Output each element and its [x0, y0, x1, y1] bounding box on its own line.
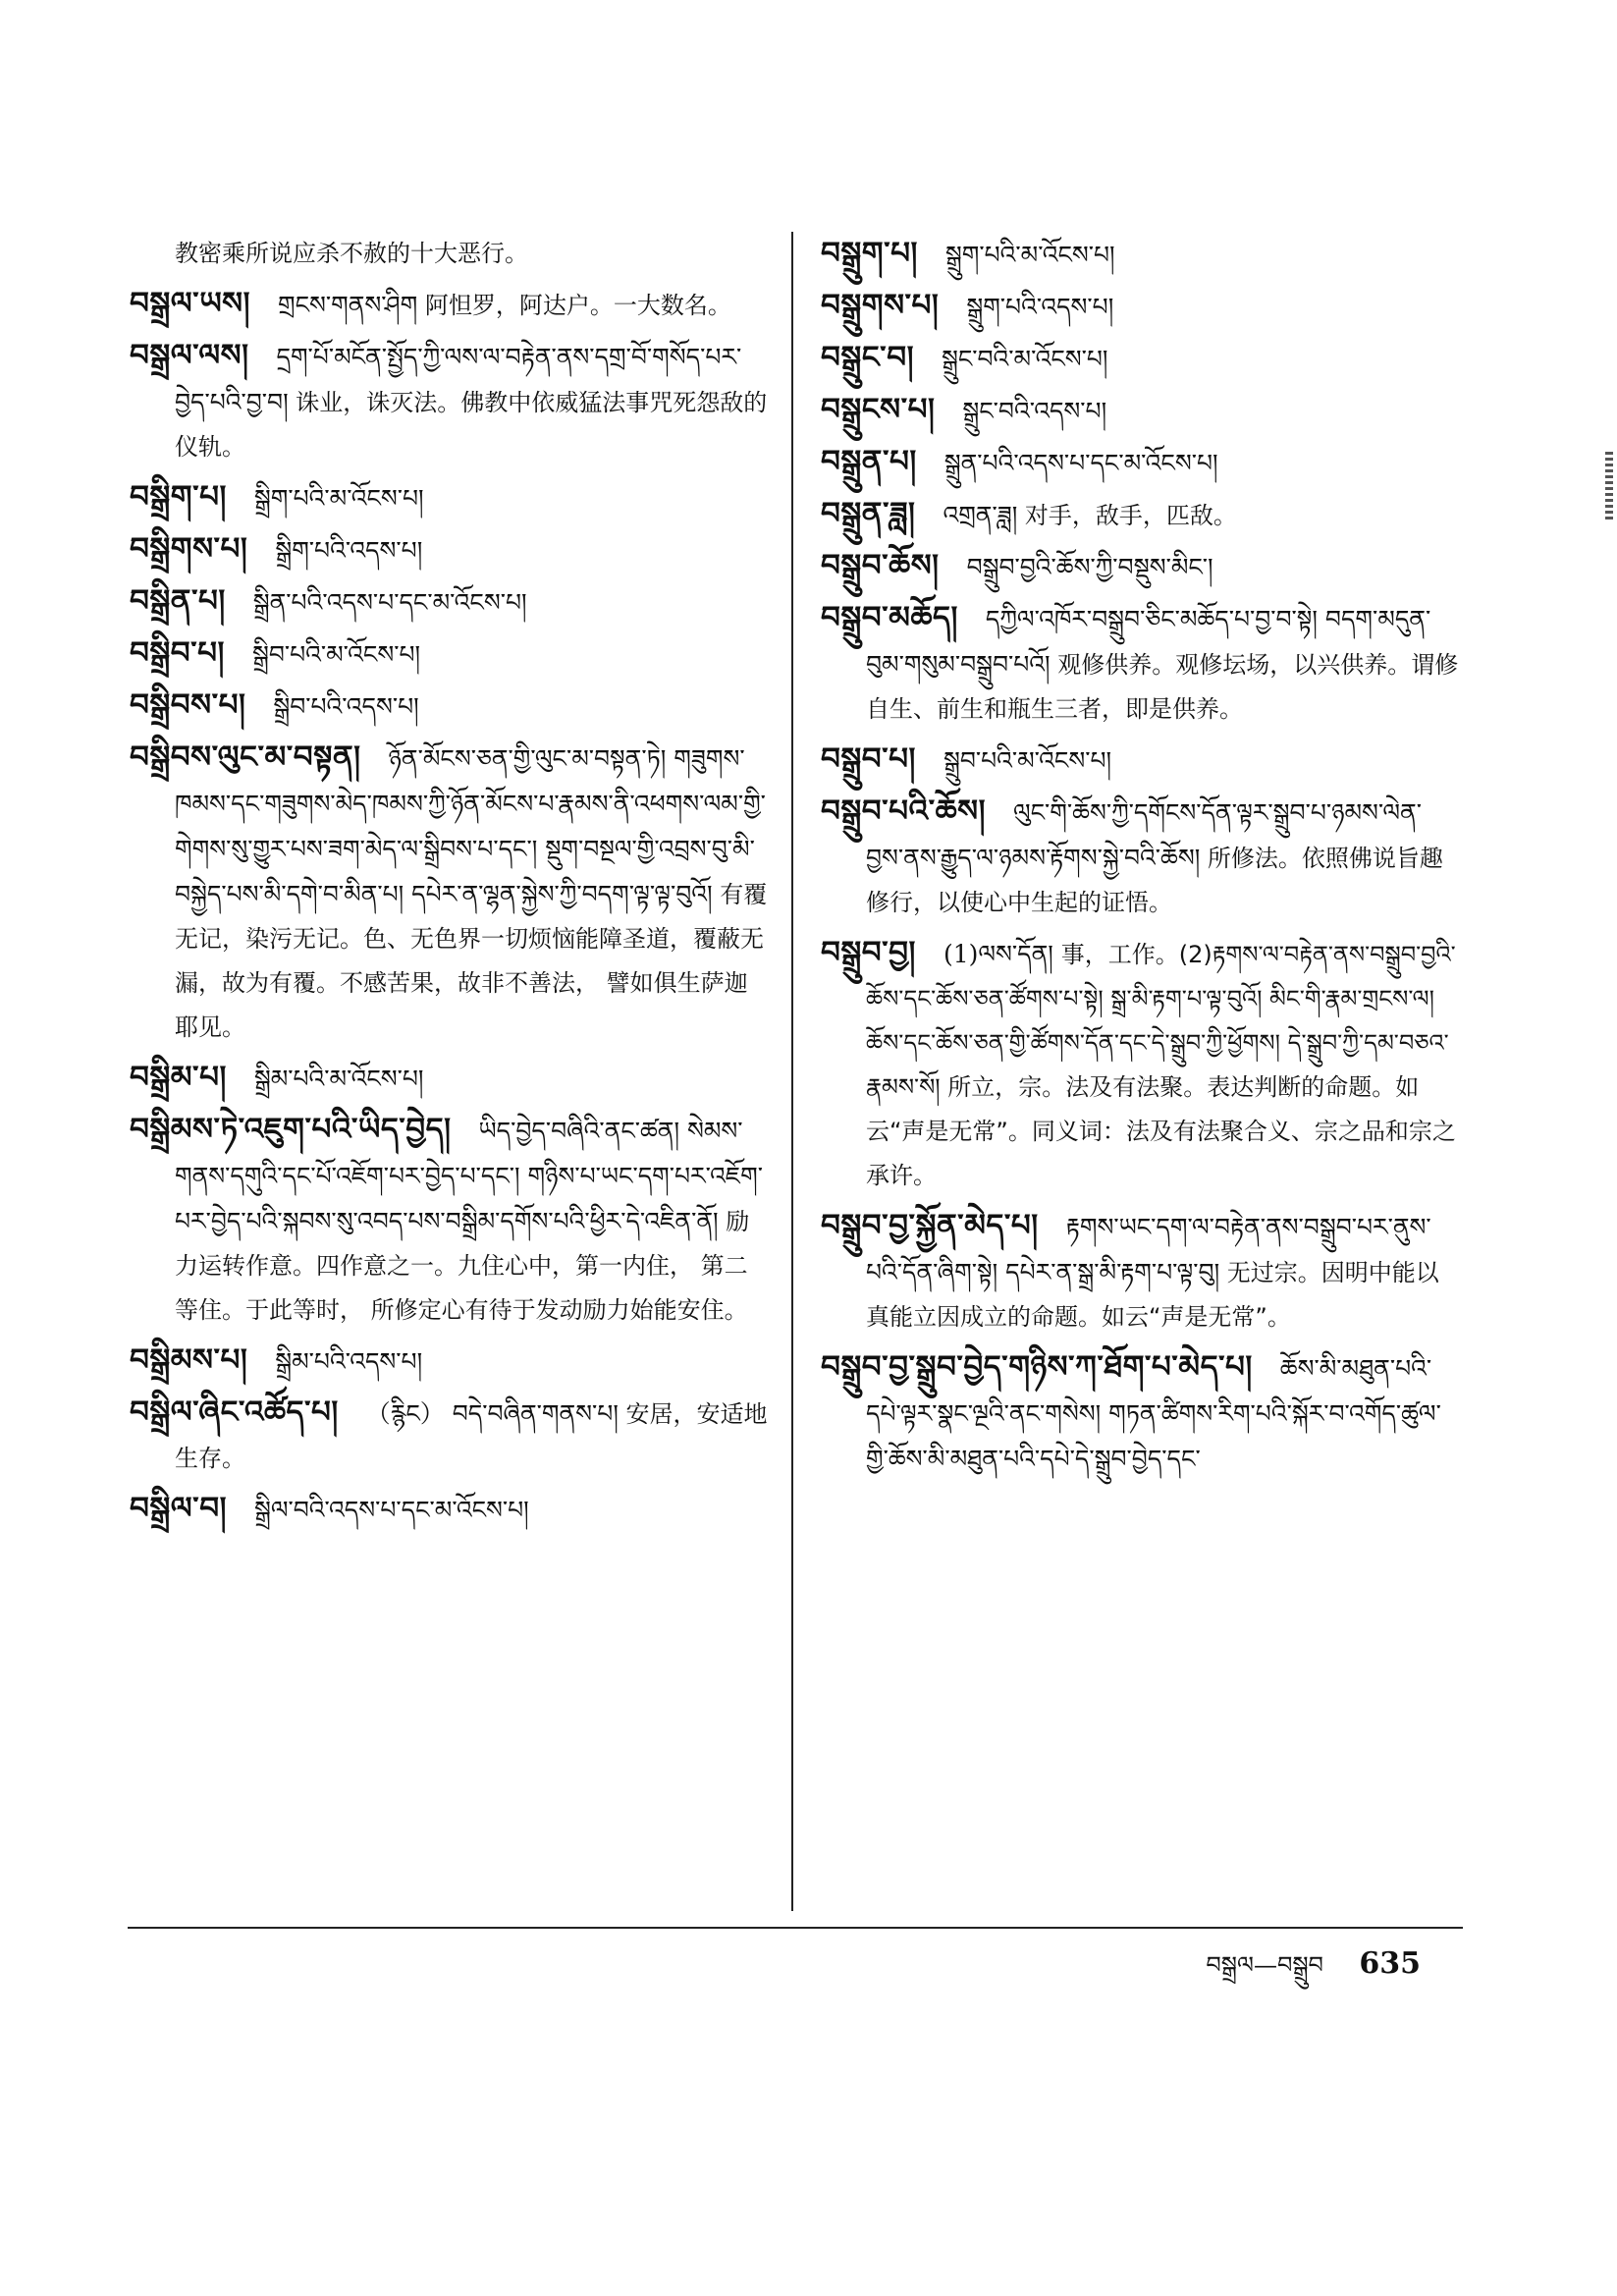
headword: བསྒྲལ་ཡས། — [130, 286, 250, 321]
headword: བསྒྲིག་པ། — [130, 479, 227, 515]
chinese-definition: 诛业，诛灭法。佛教中依威猛法事咒死怨敌的仪轨。 — [175, 389, 768, 461]
headword: བསྒྲིམས་པ། — [130, 1342, 248, 1378]
headword: བསྒྲིབ་པ། — [130, 635, 225, 671]
tibetan-definition: སྒྲུང་བའི་འདས་པ། — [962, 397, 1107, 425]
dictionary-entry — [130, 1391, 768, 1481]
dictionary-entry — [130, 1339, 768, 1385]
dictionary-entry — [821, 790, 1459, 925]
tibetan-definition: དྲག་པོ་མངོན་སྤྱོད་ཀྱི་ལས་ལ་བརྟེན་ནས་དགྲ་བོ་གསོད་པར་བྱེད་པའི་བྱ་བ། — [175, 343, 742, 416]
tibetan-definition: རྟགས་ཡང་དག་ལ་བརྟེན་ནས་བསྒྲུབ་པར་ནུས་པའི་དོན་ཞིག་སྟེ། དཔེར་ན་སྒྲ་མི་རྟག་པ་ལྟ་བུ། — [866, 1213, 1431, 1286]
tibetan-definition: སྒྲུག་པའི་འདས་པ། — [966, 293, 1114, 321]
headword: བསྒྲུབ་བྱ། — [821, 935, 916, 970]
headword: བསྒྲིབས་ལུང་མ་བསྟན། — [130, 739, 361, 775]
tibetan-definition: སྒྲུན་པའི་འདས་པ་དང་མ་འོངས་པ། — [943, 449, 1218, 477]
headword-range: བསྒྲལ—བསྒྲུབ — [1206, 1951, 1323, 1979]
tibetan-definition: འགྲན་ཟླ། — [943, 501, 1018, 529]
headword: བསྒྲུབ་མཆོད། — [821, 600, 958, 635]
dictionary-entry — [130, 579, 768, 626]
headword: བསྒྲིམས་ཏེ་འཇུག་པའི་ཡིད་བྱེད། — [130, 1112, 452, 1147]
tibetan-definition: སྒྲིག་པའི་འདས་པ། — [275, 536, 423, 565]
tibetan-definition: (1)ལས་དོན། — [943, 940, 1061, 968]
dictionary-entry — [130, 232, 768, 276]
tibetan-definition: སྒྲིག་པའི་མ་འོངས་པ། — [253, 484, 424, 513]
headword: བསྒྲུན་པ། — [821, 444, 917, 479]
chinese-definition: 教密乘所说应杀不赦的十大恶行。 — [175, 240, 528, 267]
scan-edge-mark — [1605, 452, 1613, 520]
page-footer — [1206, 1940, 1421, 2005]
tibetan-definition: （རྙིང） བདེ་བཞིན་གནས་པ། — [365, 1399, 619, 1428]
headword: བསྒྲིགས་པ། — [130, 531, 248, 567]
headword: བསྒྲིབས་པ། — [130, 687, 246, 723]
tibetan-definition: ལུང་གི་ཆོས་ཀྱི་དགོངས་དོན་ལྟར་སྒྲུབ་པ་ཉམས་ལེན་བྱས་ནས་རྒྱུད་ལ་ཉམས་རྟོགས་སྐྱེ་བའི་ཆོས། — [866, 798, 1422, 872]
dictionary-entry — [130, 527, 768, 574]
headword: བསྒྲུང་བ། — [821, 340, 914, 375]
chinese-definition: 安居，安适地生存。 — [175, 1400, 768, 1472]
chinese-definition: 励力运转作意。四作意之一。九住心中，第一内住， 第二等住。于此等时， 所修定心有待于发动励力始能安住。 — [175, 1208, 750, 1324]
dictionary-entry — [821, 440, 1459, 486]
tibetan-definition: ཡིད་བྱེད་བཞིའི་ནང་ཚན། སེམས་གནས་དགུའི་དང་པོ་འཇོག་པར་བྱེད་པ་དང་། གཉིས་པ་ཡང་དག་པར་འཇོག་པར་བྱེད་པའི་སྐབས་སུ་འབད་པས་བསྒྲིམ་དགོས་པའི་ཕྱིར་དེ་འཇིན་ནོ། — [175, 1117, 763, 1235]
tibetan-definition: སྒྲུང་བའི་མ་འོངས་པ། — [941, 345, 1108, 373]
right-column — [821, 232, 1459, 1488]
dictionary-entry — [130, 683, 768, 730]
dictionary-entry — [821, 232, 1459, 278]
headword: བསྒྲུན་ཟླ། — [821, 496, 916, 531]
dictionary-entry — [130, 475, 768, 521]
dictionary-entry — [130, 282, 768, 328]
chinese-definition: 事，工作。(2)རྟགས་ལ་བརྟེན་ནས་བསྒྲུབ་བྱའི་ཆོས་དང་ཆོས་ཅན་ཚོགས་པ་སྟེ། སྒྲ་མི་རྟག་པ་ལྟ་བུའོ། མིང་གི་རྣམ་གྲངས་ལ། ཆོས་དང་ཆོས་ཅན་གྱི་ཚོགས་དོན་དང་དེ་སྒྲུབ་ཀྱི་ཕྱོགས། དེ་སྒྲུབ་ཀྱི་དམ་བཅའ་རྣམས་སོ། 所立，宗。法及有法聚。表达判断的命题。如云“声是无常”。同义词：法及有法聚合义、宗之品和宗之承许。 — [866, 941, 1456, 1189]
headword: བསྒྲུབ་བྱ་སྐྱོན་མེད་པ། — [821, 1208, 1039, 1243]
chinese-definition: 对手，敌手，匹敌。 — [1024, 502, 1237, 529]
page-number: 635 — [1359, 1946, 1421, 1981]
tibetan-definition: སྒྲིན་པའི་འདས་པ་དང་མ་འོངས་པ། — [252, 588, 527, 617]
chinese-definition: 无过宗。因明中能以真能立因成立的命题。如云“声是无常”。 — [866, 1259, 1439, 1331]
tibetan-definition: བསྒྲུབ་བྱའི་ཆོས་ཀྱི་བསྡུས་མིང་། — [966, 553, 1213, 581]
left-column — [130, 232, 768, 1539]
headword: བསྒྲལ་ལས། — [130, 338, 249, 373]
headword: བསྒྲུབ་བྱ་སྒྲུབ་བྱེད་གཉིས་ཀ་ཐོག་པ་མེད་པ། — [821, 1349, 1253, 1385]
headword: བསྒྲུབ་ཆོས། — [821, 548, 940, 583]
dictionary-entry — [821, 596, 1459, 732]
tibetan-definition: སྒྲིབ་པའི་མ་འོངས་པ། — [251, 640, 421, 669]
tibetan-definition: ཉོན་མོངས་ཅན་གྱི་ལུང་མ་བསྟན་ཏེ། གཟུགས་ཁམས་དང་གཟུགས་མེད་ཁམས་ཀྱི་ཉོན་མོངས་པ་རྣམས་ནི་འཕགས་ལམ་གྱི་གེགས་སུ་གྱུར་པས་ཟག་མེད་ལ་སྒྲིབས་པ་དང་། སྡུག་བསྔལ་གྱི་འབྲས་བུ་མི་བསྐྱེད་པས་མི་དགེ་བ་མིན་པ། དཔེར་ན་ལྷན་སྐྱེས་ཀྱི་བདག་ལྟ་ལྟ་བུའོ། — [175, 744, 766, 908]
headword: བསྒྲུངས་པ། — [821, 392, 936, 427]
dictionary-entry — [130, 1487, 768, 1533]
dictionary-entry — [821, 388, 1459, 434]
dictionary-entry — [130, 631, 768, 678]
dictionary-entry — [130, 1108, 768, 1333]
dictionary-entry — [821, 931, 1459, 1198]
tibetan-definition: སྒྲིམ་པའི་འདས་པ། — [275, 1347, 423, 1376]
headword: བསྒྲུགས་པ། — [821, 288, 940, 323]
tibetan-definition: སྒྲིམ་པའི་མ་འོངས་པ། — [253, 1065, 424, 1093]
headword: བསྒྲིན་པ། — [130, 583, 226, 619]
dictionary-entry — [821, 336, 1459, 382]
headword: བསྒྲིལ་བ། — [130, 1491, 227, 1526]
column-divider — [791, 232, 793, 1911]
chinese-definition: 所修法。依照佛说旨趣修行，以使心中生起的证悟。 — [866, 845, 1443, 916]
headword: བསྒྲིལ་ཞིང་འཚོད་པ། — [130, 1394, 339, 1430]
tibetan-definition: གྲངས་གནས་ཤིག — [277, 291, 418, 319]
dictionary-entry — [130, 736, 768, 1050]
tibetan-definition: སྒྲིལ་བའི་འདས་པ་དང་མ་འོངས་པ། — [253, 1496, 529, 1524]
headword: བསྒྲུབ་པའི་ཆོས། — [821, 793, 986, 829]
footer-rule — [128, 1927, 1463, 1929]
headword: བསྒྲུག་པ། — [821, 236, 918, 271]
chinese-definition: 有覆无记，染污无记。色、无色界一切烦恼能障圣道，覆蔽无漏，故为有覆。不感苦果，故非不善法， 譬如俱生萨迦耶见。 — [175, 881, 768, 1041]
dictionary-entry — [821, 738, 1459, 784]
tibetan-definition: སྒྲིབ་པའི་འདས་པ། — [273, 692, 419, 721]
dictionary-entry — [821, 284, 1459, 330]
dictionary-entry — [821, 544, 1459, 590]
dictionary-entry — [130, 1056, 768, 1102]
dictionary-entry — [821, 492, 1459, 538]
headword: བསྒྲིམ་པ། — [130, 1060, 227, 1095]
chinese-definition: 观修供养。观修坛场，以兴供养。谓修自生、前生和瓶生三者，即是供养。 — [866, 651, 1459, 723]
chinese-definition: 阿怛罗，阿达户。一大数名。 — [424, 292, 731, 319]
tibetan-definition: སྒྲུབ་པའི་མ་འོངས་པ། — [943, 746, 1112, 775]
tibetan-definition: སྒྲུག་པའི་མ་འོངས་པ། — [944, 241, 1115, 269]
dictionary-entry — [821, 1345, 1459, 1482]
tibetan-definition: དཀྱིལ་འཁོར་བསྒྲུབ་ཅིང་མཆོད་པ་བྱ་བ་སྟེ། བདག་མདུན་བུམ་གསུམ་བསྒྲུབ་པའོ། — [866, 605, 1431, 679]
tibetan-definition: ཆོས་མི་མཐུན་པའི་དཔེ་ལྟར་སྣང་ལྔའི་ནང་གསེས། གཏན་ཚིགས་རིག་པའི་སྐོར་བ་འགོད་ཚུལ་གྱི་ཆོས་མི་མཐུན་པའི་དཔེ་དེ་སྒྲུབ་བྱེད་དང་ — [866, 1354, 1441, 1473]
dictionary-entry — [130, 334, 768, 469]
dictionary-entry — [821, 1204, 1459, 1339]
headword: བསྒྲུབ་པ། — [821, 741, 916, 777]
